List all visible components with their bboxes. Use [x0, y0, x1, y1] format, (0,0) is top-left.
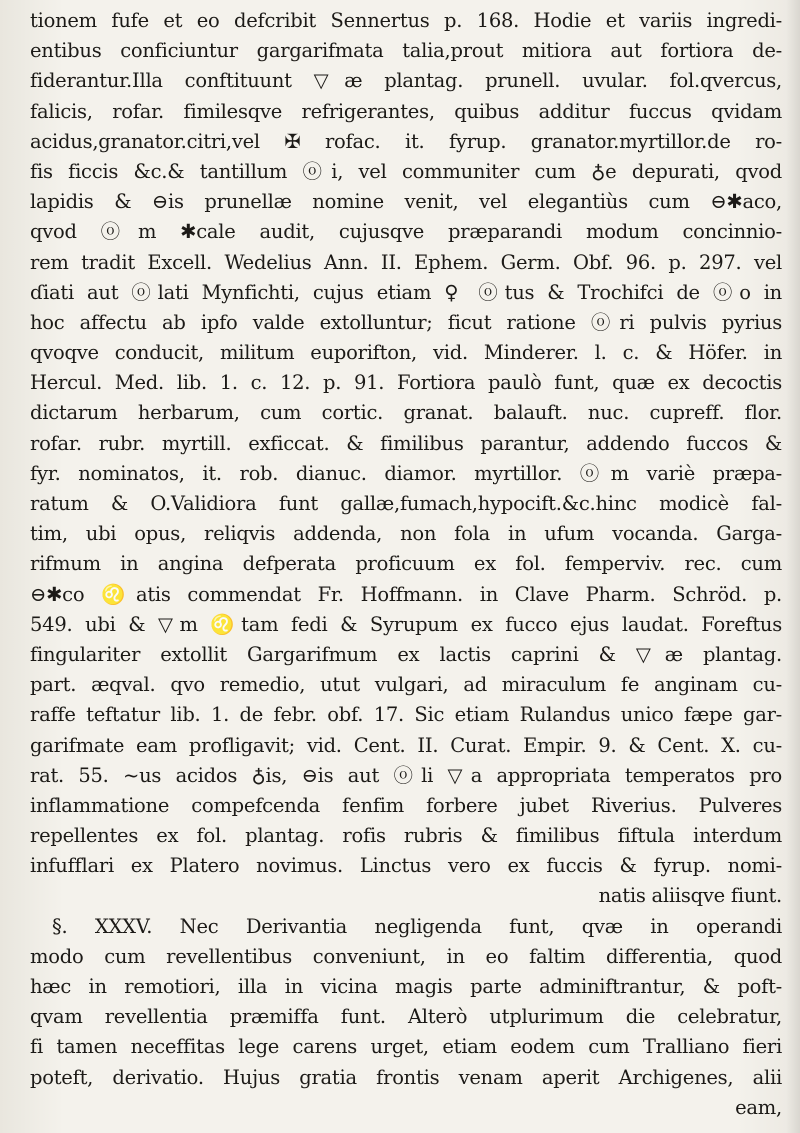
text-line: acidus,granator.citri,vel ✠ rofac. it. fyrup. granator.myrtillor.de ro- — [30, 129, 782, 153]
text-line: repellentes ex fol. plantag. rofis rubris & fimilibus fiftula interdum — [30, 824, 782, 848]
text-line: ⊖✱co ♌atis commendat Fr. Hoffmann. in Clave Pharm. Schröd. p. — [30, 582, 782, 606]
text-line: modo cum revellentibus conveniunt, in eo faltim differentia, quod — [30, 944, 782, 968]
catchword: eam, — [735, 1095, 782, 1119]
text-line: qvoqve conducit, militum euporifton, vid. Minderer. l. c. & Höfer. in — [30, 341, 782, 365]
text-line: natis aliisqve fiunt. — [598, 884, 782, 908]
section-heading-line: §. XXXV. Nec Derivantia negligenda funt, qvæ in operandi — [52, 914, 782, 938]
text-line: falicis, rofar. fimilesqve refrigerantes, quibus additur fuccus qvidam — [30, 99, 782, 123]
text-line: tim, ubi opus, reliqvis addenda, non fola in ufum vocanda. Garga- — [30, 522, 782, 546]
text-line: qvod ⓞm ✱cale audit, cujusqve præparandi modum concinnio- — [30, 220, 782, 244]
text-line: inflammatione compefcenda fenfim forbere jubet Riverius. Pulveres — [30, 793, 782, 817]
text-line: rifmum in angina defperata proficuum ex fol. femperviv. rec. cum — [30, 552, 782, 576]
text-line: part. æqval. qvo remedio, utut vulgari, ad miraculum fe anginam cu- — [30, 673, 782, 697]
text-line: dictarum herbarum, cum cortic. granat. balauft. nuc. cupreff. flor. — [30, 401, 782, 425]
text-line: fingulariter extollit Gargarifmum ex lactis caprini & ▽æ plantag. — [30, 642, 782, 666]
text-line: fis ficcis &c.& tantillum ⓞi, vel communiter cum ♁e depurati, qvod — [30, 159, 782, 183]
text-line: rem tradit Excell. Wedelius Ann. II. Ephem. Germ. Obf. 96. p. 297. vel — [30, 250, 782, 274]
text-line: ɗiati aut ⓞlati Mynfichti, cujus etiam ♀ ⓞtus & Trochifci de ⓞo in — [30, 280, 782, 304]
page-edge-shadow — [786, 0, 800, 1133]
text-line: Hercul. Med. lib. 1. c. 12. p. 91. Fortiora paulò funt, quæ ex decoctis — [30, 371, 782, 395]
text-line: garifmate eam profligavit; vid. Cent. II. Curat. Empir. 9. & Cent. X. cu- — [30, 733, 782, 757]
text-line: qvam revellentia præmiffa funt. Alterò utplurimum die celebratur, — [30, 1005, 782, 1029]
text-line: tionem fufe et eo defcribit Sennertus p. 168. Hodie et variis ingredi- — [30, 9, 782, 32]
text-line: hæc in remotiori, illa in vicina magis parte adminiftrantur, & poft- — [30, 975, 782, 998]
text-block — [30, 6, 782, 1123]
text-line: rofar. rubr. myrtill. exficcat. & fimilibus parantur, addendo fuccos & — [30, 431, 782, 455]
text-line: infufflari ex Platero novimus. Linctus vero ex fuccis & fyrup. nomi- — [30, 854, 782, 878]
text-line: poteft, derivatio. Hujus gratia frontis venam aperit Archigenes, alii — [30, 1065, 782, 1089]
text-line: fi tamen neceffitas lege carens urget, etiam eodem cum Tralliano fieri — [30, 1035, 782, 1059]
text-line: 549. ubi & ▽m ♌tam fedi & Syrupum ex fucco ejus laudat. Foreftus — [30, 612, 782, 636]
text-line: lapidis & ⊖is prunellæ nomine venit, vel elegantiùs cum ⊖✱aco, — [30, 190, 782, 214]
text-line: entibus conficiuntur gargarifmata talia,prout mitiora aut fortiora de- — [30, 39, 782, 63]
text-line: raffe teftatur lib. 1. de febr. obf. 17. Sic etiam Rulandus unico fæpe gar- — [30, 703, 782, 727]
text-line: fiderantur.Illa conftituunt ▽æ plantag. prunell. uvular. fol.qvercus, — [30, 69, 782, 93]
text-line: hoc affectu ab ipfo valde extolluntur; ficut ratione ⓞri pulvis pyrius — [30, 310, 782, 334]
text-line: ratum & O.Validiora funt gallæ,fumach,hypocift.&c.hinc modicè fal- — [30, 492, 782, 515]
text-line: fyr. nominatos, it. rob. dianuc. diamor. myrtillor. ⓞm variè præpa- — [30, 461, 782, 485]
text-line: rat. 55. ~us acidos ♁is, ⊖is aut ⓞli ▽a appropriata temperatos pro — [30, 763, 782, 787]
